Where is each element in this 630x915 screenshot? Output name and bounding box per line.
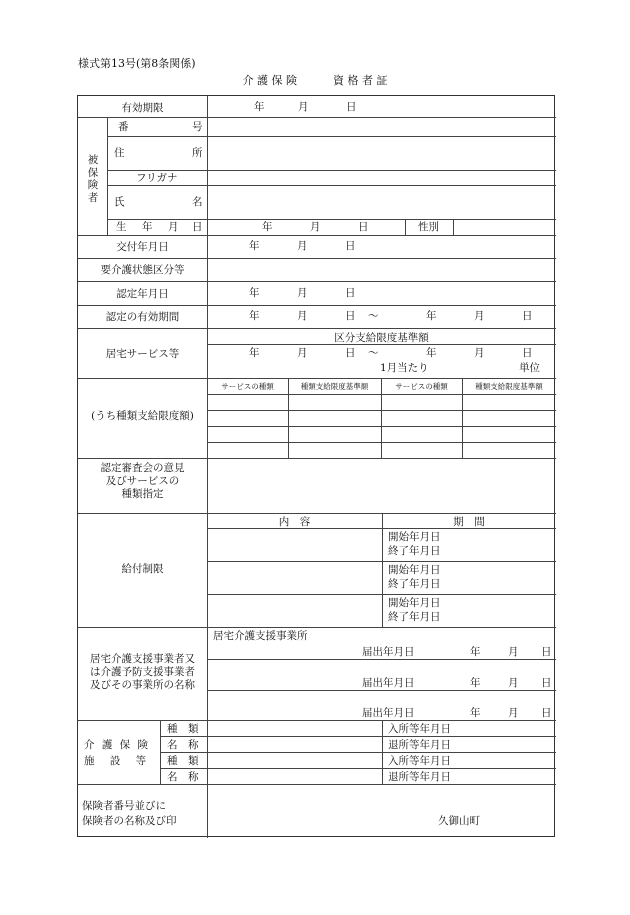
hs-tilde: ～ (368, 347, 379, 359)
period-start-day: 日 (345, 310, 356, 322)
col-kind-2: サービスの種類 (395, 382, 448, 391)
validity-year: 年 (254, 101, 265, 113)
bl-end-2: 終了年月日 (388, 578, 441, 590)
period-end-month: 月 (474, 310, 485, 322)
label-benefit-limit: 給付制限 (121, 563, 164, 575)
label-number-a: 番 (118, 121, 129, 133)
label-address-a: 住 (114, 147, 125, 159)
issue-day: 日 (345, 240, 356, 252)
period-tilde: ～ (368, 310, 379, 322)
hs-start-year: 年 (249, 347, 260, 359)
label-birth-3: 月 (168, 221, 179, 233)
label-furigana: フリガナ (136, 172, 178, 184)
fac-name-2: 名 称 (167, 771, 199, 783)
fac-admit-2: 入所等年月日 (388, 755, 451, 767)
title-left: 介 護 保 険 (242, 74, 297, 87)
form-number: 様式第13号(第8条関係) (78, 57, 196, 70)
notify-1-day: 日 (541, 646, 552, 658)
label-name-b: 名 (192, 196, 203, 208)
hs-start-day: 日 (345, 347, 356, 359)
period-start-year: 年 (249, 310, 260, 322)
hs-end-month: 月 (474, 347, 485, 359)
cert-year: 年 (249, 287, 260, 299)
issue-year: 年 (249, 240, 260, 252)
fac-kind-1: 種 類 (167, 723, 199, 735)
birth-year: 年 (262, 221, 273, 233)
validity-day: 日 (346, 101, 357, 113)
col-limit-2: 種類支給限度基準額 (475, 382, 543, 391)
cert-month: 月 (297, 287, 308, 299)
fac-discharge-1: 退所等年月日 (388, 739, 451, 751)
birth-month: 月 (310, 221, 321, 233)
label-facility-b: 施 設 等 (84, 755, 153, 767)
period-end-day: 日 (522, 310, 533, 322)
notify-2: 届出年月日 (362, 677, 415, 689)
label-cert-date: 認定年月日 (116, 288, 169, 300)
validity-month: 月 (298, 101, 309, 113)
notify-3-month: 月 (508, 707, 519, 719)
label-insurer: 保険者番号並びに 保険者の名称及び印 (82, 800, 177, 827)
label-care-level: 要介護状態区分等 (100, 264, 185, 276)
bl-end-1: 終了年月日 (388, 545, 441, 557)
label-address-b: 所 (192, 147, 203, 159)
label-opinion: 認定審査会の意見 及びサービスの 種類指定 (100, 462, 185, 501)
bl-start-2: 開始年月日 (388, 564, 441, 576)
notify-1: 届出年月日 (362, 646, 415, 658)
issue-month: 月 (297, 240, 308, 252)
fac-admit-1: 入所等年月日 (388, 723, 451, 735)
label-number-b: 号 (192, 121, 203, 133)
bl-start-1: 開始年月日 (388, 531, 441, 543)
notify-3-year: 年 (470, 707, 481, 719)
cert-day: 日 (345, 287, 356, 299)
hs-end-year: 年 (426, 347, 437, 359)
notify-2-day: 日 (541, 677, 552, 689)
bl-start-3: 開始年月日 (388, 597, 441, 609)
notify-3: 届出年月日 (362, 707, 415, 719)
insurer-name: 久御山町 (438, 815, 480, 827)
col-content: 内 容 (278, 516, 311, 528)
fac-discharge-2: 退所等年月日 (388, 771, 451, 783)
label-insured-group: 被保険者 (87, 154, 99, 204)
label-birth-4: 日 (192, 221, 203, 233)
col-period: 期 間 (453, 516, 485, 528)
fac-kind-2: 種 類 (167, 755, 199, 767)
bl-end-3: 終了年月日 (388, 611, 441, 623)
label-home-service: 居宅サービス等 (105, 348, 180, 360)
label-office: 居宅介護支援事業所 (213, 630, 308, 642)
title-right: 資 格 者 証 (333, 74, 388, 87)
label-sex: 性別 (418, 221, 439, 233)
notify-3-day: 日 (541, 707, 552, 719)
label-issue-date: 交付年月日 (116, 241, 169, 253)
notify-2-year: 年 (470, 677, 481, 689)
notify-1-year: 年 (470, 646, 481, 658)
label-kind-limit: (うち種類支給限度額) (91, 410, 194, 422)
label-unit: 単位 (519, 362, 540, 374)
hs-start-month: 月 (297, 347, 308, 359)
col-limit-1: 種類支給限度基準額 (300, 382, 369, 391)
label-cert-period: 認定の有効期間 (105, 311, 180, 323)
notify-1-month: 月 (508, 646, 519, 658)
label-facility-a: 介 護 保 険 (84, 739, 151, 751)
fac-name-1: 名 称 (167, 739, 199, 751)
label-birth-2: 年 (142, 221, 153, 233)
certificate-table (77, 95, 555, 837)
col-kind-1: サービスの種類 (221, 382, 274, 391)
period-start-month: 月 (297, 310, 308, 322)
label-care-office: 居宅介護支援事業者又 は介護予防支援事業者 及びその事業所の名称 (90, 653, 195, 692)
period-end-year: 年 (426, 310, 437, 322)
hs-end-day: 日 (522, 347, 533, 359)
label-per-month: 1月当たり (380, 362, 429, 374)
document-title (0, 72, 630, 88)
label-validity: 有効期限 (121, 102, 164, 114)
birth-day: 日 (358, 221, 369, 233)
notify-2-month: 月 (508, 677, 519, 689)
label-name-a: 氏 (114, 196, 125, 208)
label-birth-1: 生 (116, 221, 127, 233)
label-limit-header: 区分支給限度基準額 (334, 332, 429, 344)
